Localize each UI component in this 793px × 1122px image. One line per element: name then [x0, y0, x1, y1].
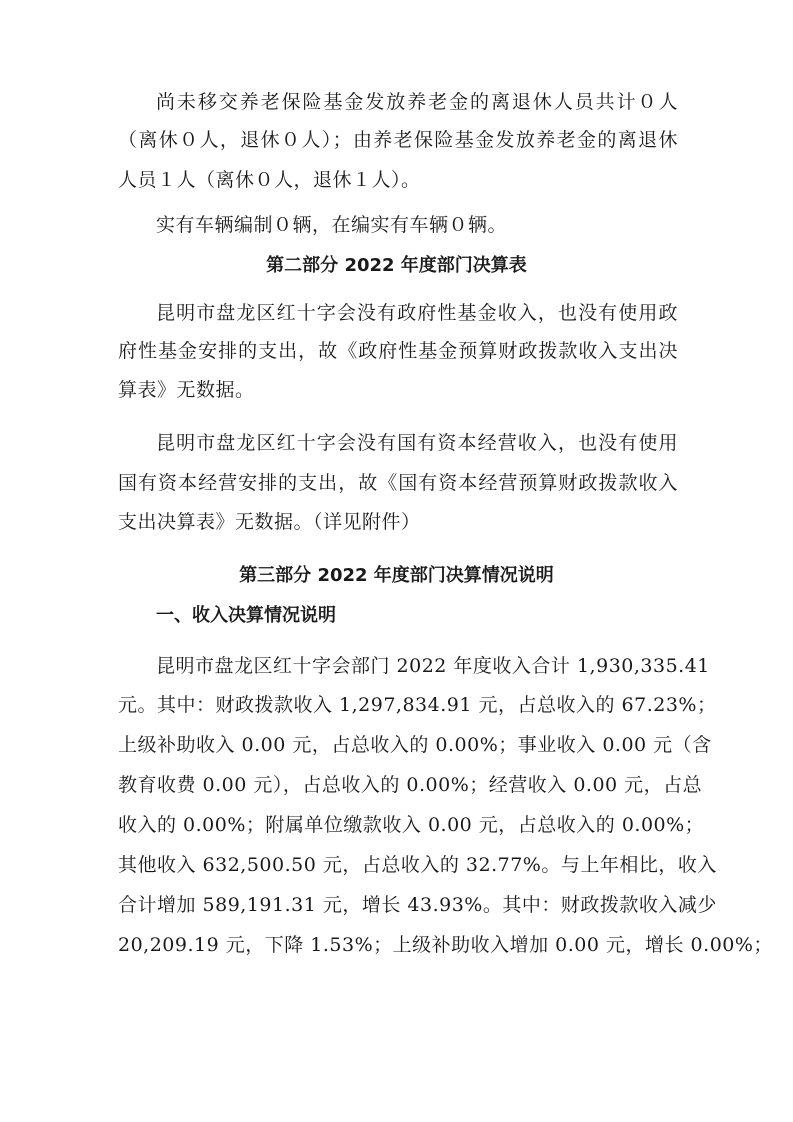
subheading-income: 一、收入决算情况说明 [156, 605, 336, 626]
paragraph-income-line-3: 上级补助收入 0.00 元，占总收入的 0.00%；事业收入 0.00 元（含 [118, 734, 712, 756]
paragraph-income-line-6: 其他收入 632,500.50 元，占总收入的 32.77%。与上年相比，收入 [118, 854, 717, 876]
paragraph-income-line-1: 昆明市盘龙区红十字会部门 2022 年度收入合计 1,930,335.41 [156, 655, 710, 677]
paragraph-state-capital-line-3: 支出决算表》无数据。（详见附件） [118, 511, 421, 533]
section-heading-part2: 第二部分 2022 年度部门决算表 [266, 255, 527, 276]
paragraph-income-line-5: 收入的 0.00%；附属单位缴款收入 0.00 元，占总收入的 0.00%； [118, 814, 705, 836]
paragraph-state-capital-line-1: 昆明市盘龙区红十字会没有国有资本经营收入，也没有使用 [156, 432, 678, 454]
paragraph-gov-fund-line-2: 府性基金安排的支出，故《政府性基金预算财政拨款收入支出决 [118, 340, 678, 362]
paragraph-retirees-line-1: 尚未移交养老保险基金发放养老金的离退休人员共计０人 [156, 91, 678, 113]
paragraph-gov-fund-line-1: 昆明市盘龙区红十字会没有政府性基金收入，也没有使用政 [156, 302, 678, 324]
paragraph-income-line-8: 20,209.19 元，下降 1.53%；上级补助收入增加 0.00 元，增长 0.00%； [118, 934, 773, 956]
section-heading-part3: 第三部分 2022 年度部门决算情况说明 [239, 565, 554, 586]
paragraph-income-line-4: 教育收费 0.00 元），占总收入的 0.00%；经营收入 0.00 元，占总 [118, 774, 703, 796]
paragraph-gov-fund-line-3: 算表》无数据。 [118, 379, 255, 401]
paragraph-retirees-line-3: 人员１人（离休０人，退休１人）。 [118, 169, 421, 191]
paragraph-retirees-line-2: （离休０人，退休０人）；由养老保险基金发放养老金的离退休 [118, 129, 678, 151]
paragraph-income-line-2: 元。其中：财政拨款收入 1,297,834.91 元，占总收入的 67.23%； [118, 694, 717, 716]
paragraph-vehicles: 实有车辆编制０辆，在编实有车辆０辆。 [156, 214, 508, 236]
paragraph-income-line-7: 合计增加 589,191.31 元，增长 43.93%。其中：财政拨款收入减少 [118, 894, 717, 916]
paragraph-state-capital-line-2: 国有资本经营安排的支出，故《国有资本经营预算财政拨款收入 [118, 472, 678, 494]
